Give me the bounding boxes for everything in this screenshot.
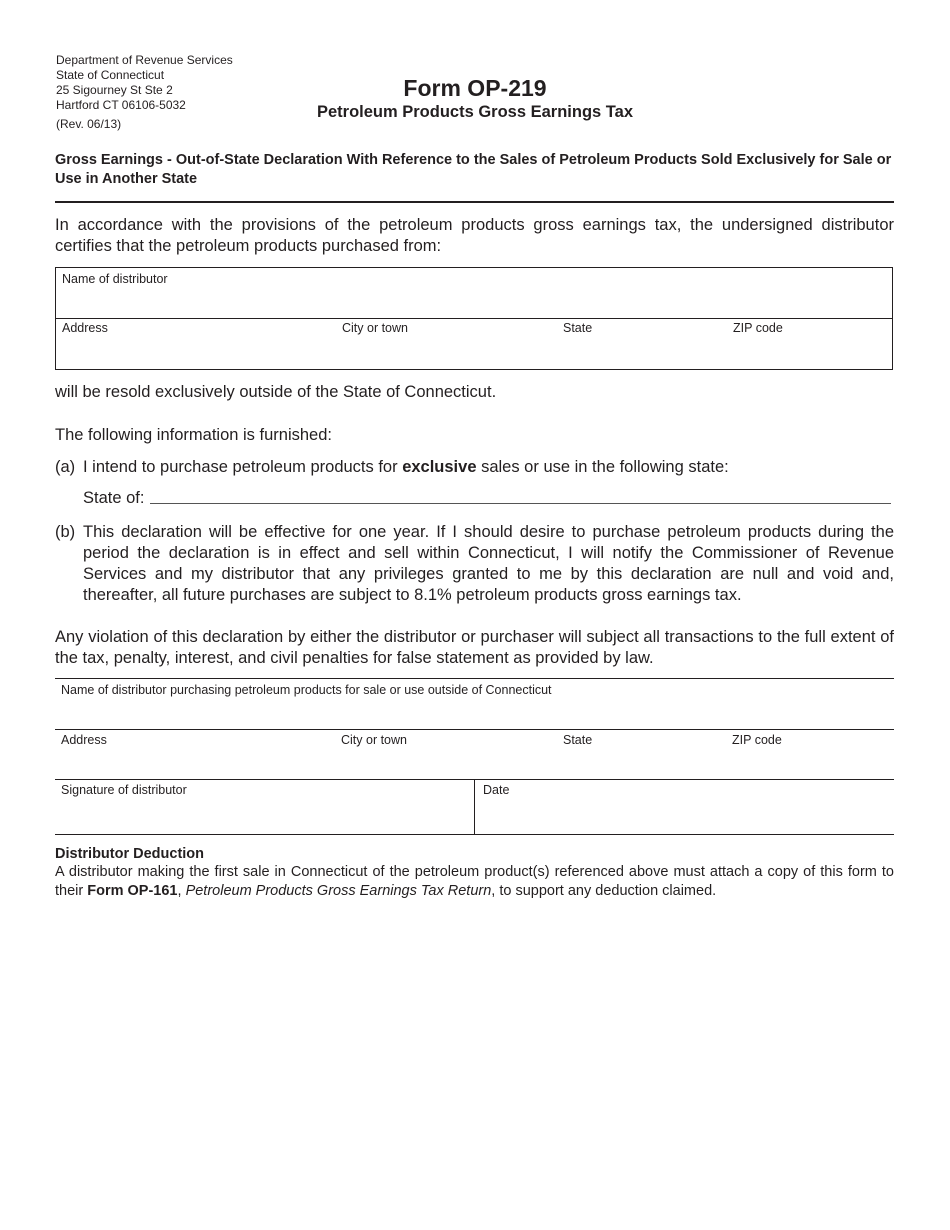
purchaser-zip-field[interactable]: ZIP code	[732, 733, 782, 747]
item-marker: (a)	[55, 458, 76, 476]
deduction-text: A distributor making the first sale in Connecticut of the petroleum product(s) referenced above must attach a copy of this form to their	[55, 864, 894, 899]
purchaser-city-field[interactable]: City or town	[341, 733, 407, 747]
signature-field[interactable]: Signature of distributor	[61, 783, 187, 797]
item-marker: (b)	[55, 523, 76, 541]
seller-distributor-box	[55, 267, 893, 370]
form-reference-title: Petroleum Products Gross Earnings Tax Return	[185, 883, 492, 899]
deduction-heading: Distributor Deduction	[55, 846, 205, 862]
agency-line: Department of Revenue Services	[56, 53, 233, 67]
state-of-label: State of:	[83, 489, 145, 507]
form-number: Form OP-219	[403, 75, 547, 101]
distributor-state-field[interactable]: State	[563, 321, 593, 335]
deduction-paragraph	[55, 863, 894, 901]
agency-line: State of Connecticut	[56, 68, 165, 82]
header-divider	[55, 201, 894, 203]
violation-paragraph: Any violation of this declaration by either the distributor or purchaser will subject all transactions to the full extent of the tax, penalty, interest, and civil penalties for false statement as provided by law.	[55, 628, 894, 667]
purchaser-state-field[interactable]: State	[563, 733, 593, 747]
item-b	[55, 522, 894, 606]
item-a-emphasis: exclusive	[402, 458, 477, 476]
field-divider	[55, 729, 894, 730]
state-of-input-line[interactable]	[150, 503, 891, 504]
form-reference: Form OP-161	[87, 883, 178, 899]
distributor-city-field[interactable]: City or town	[342, 321, 408, 335]
purchaser-name-field[interactable]: Name of distributor purchasing petroleum products for sale or use outside of Connecticut	[61, 683, 552, 697]
revision-date: (Rev. 06/13)	[56, 117, 122, 131]
item-b-text: This declaration will be effective for one year. If I should desire to purchase petroleum products during the period the declaration is in effect and sell within Connecticut, I will notify the Commissioner of Revenue Services and my distributor that any privileges granted to me by this declaration are null and void and, thereafter, all future purchases are subject to 8.1% petroleum products gross earnings tax.	[83, 523, 894, 604]
field-divider-vertical	[474, 779, 475, 834]
resold-statement: will be resold exclusively outside of the State of Connecticut.	[55, 383, 497, 401]
purchaser-address-field[interactable]: Address	[61, 733, 107, 747]
furnished-statement: The following information is furnished:	[55, 426, 332, 444]
deduction-separator: ,	[177, 883, 186, 899]
field-divider	[56, 318, 892, 319]
deduction-text-end: , to support any deduction claimed.	[491, 883, 717, 899]
form-name: Petroleum Products Gross Earnings Tax	[316, 103, 634, 121]
item-a	[55, 457, 894, 478]
item-a-text-end: sales or use in the following state:	[476, 458, 729, 476]
distributor-name-field[interactable]: Name of distributor	[62, 272, 168, 286]
date-field[interactable]: Date	[483, 783, 510, 797]
intro-paragraph: In accordance with the provisions of the petroleum products gross earnings tax, the undersigned distributor certifies that the petroleum products purchased from:	[55, 216, 894, 255]
agency-line: Hartford CT 06106-5032	[56, 98, 186, 112]
form-subheading: Gross Earnings - Out-of-State Declaration With Reference to the Sales of Petroleum Products Sold Exclusively for Sale or Use in Another State	[55, 152, 892, 187]
item-a-text: I intend to purchase petroleum products for	[83, 458, 403, 476]
distributor-zip-field[interactable]: ZIP code	[733, 321, 783, 335]
purchaser-distributor-section	[55, 678, 894, 835]
agency-line: 25 Sigourney St Ste 2	[56, 83, 173, 97]
form-title-block	[0, 74, 950, 122]
distributor-address-field[interactable]: Address	[62, 321, 108, 335]
